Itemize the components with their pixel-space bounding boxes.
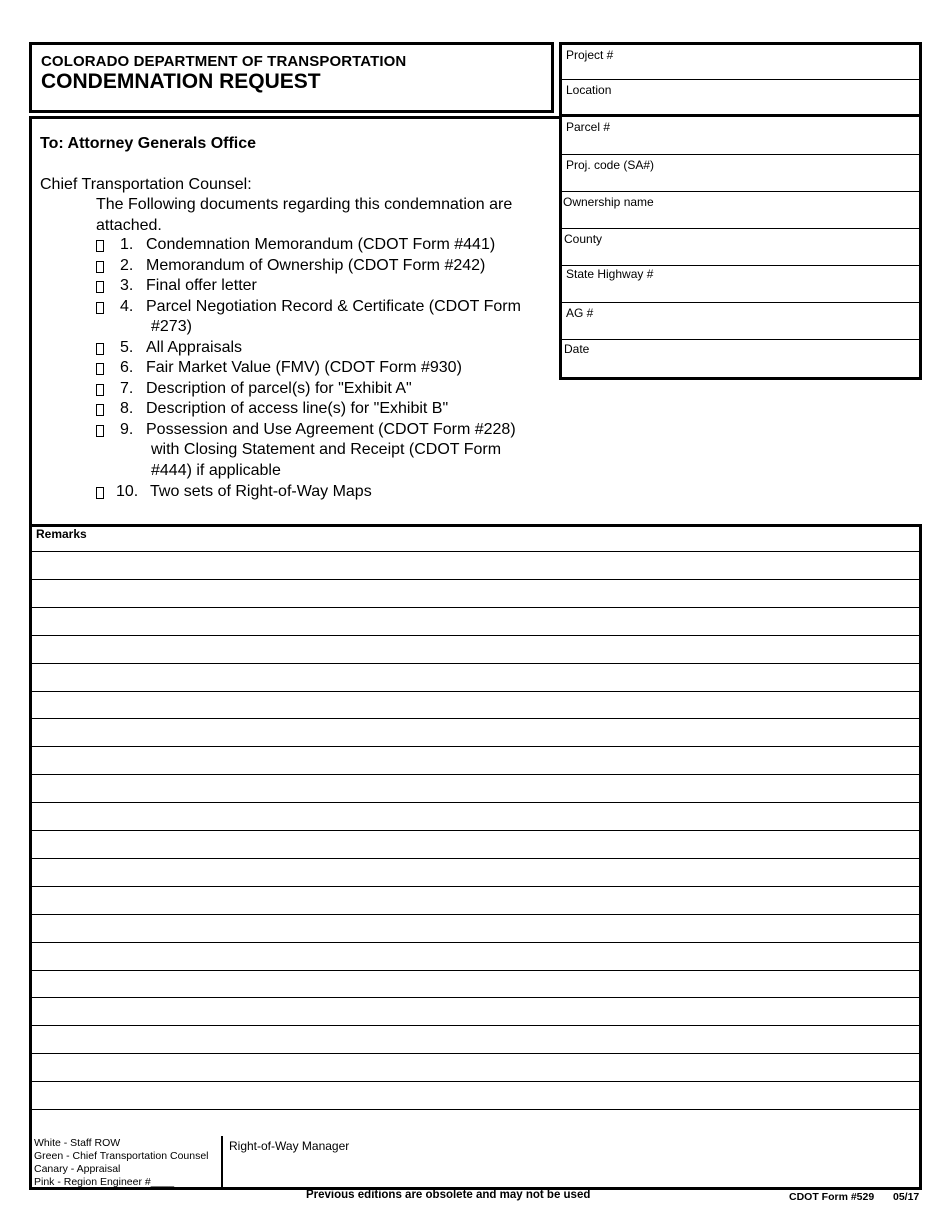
item-7-checkbox[interactable] (96, 384, 104, 396)
obsolete-editions-note: Previous editions are obsolete and may not be used (306, 1189, 591, 1201)
row-manager-signature-label: Right-of-Way Manager (229, 1139, 350, 1153)
remarks-rule-line (32, 858, 919, 859)
state-highway-label: State Highway # (566, 267, 654, 281)
state-highway-field[interactable] (562, 266, 919, 303)
date-field[interactable] (562, 340, 919, 380)
remarks-rule-line (32, 886, 919, 887)
form-header (29, 42, 554, 113)
remarks-rule-line (32, 774, 919, 775)
copy-pink: Pink - Region Engineer #____ (34, 1176, 175, 1188)
form-title: CONDEMNATION REQUEST (41, 70, 321, 93)
remarks-rule-line (32, 1109, 919, 1110)
remarks-rule-line (32, 942, 919, 943)
item-9-text: Possession and Use Agreement (CDOT Form #228) (146, 421, 516, 438)
remarks-rule-line (32, 914, 919, 915)
counsel-salutation: Chief Transportation Counsel: (40, 176, 252, 193)
parcel-number-field[interactable] (562, 117, 919, 155)
item-9-text-continued: with Closing Statement and Receipt (CDOT Form (151, 441, 502, 458)
intro-text-continued: attached. (96, 217, 162, 234)
copy-green: Green - Chief Transportation Counsel (34, 1150, 209, 1162)
form-revision-date: 05/17 (893, 1191, 920, 1203)
remarks-rule-line (32, 579, 919, 580)
item-6-text: Fair Market Value (FMV) (CDOT Form #930) (146, 359, 462, 376)
item-7-number: 7. (120, 380, 134, 397)
ag-number-field[interactable] (562, 303, 919, 340)
remarks-rule-line (32, 663, 919, 664)
item-6-number: 6. (120, 359, 134, 376)
item-3-number: 3. (120, 277, 134, 294)
item-5-text: All Appraisals (146, 339, 243, 356)
project-code-label: Proj. code (SA#) (566, 158, 655, 172)
project-code-field[interactable] (562, 155, 919, 192)
item-1-number: 1. (120, 236, 134, 253)
item-7-text: Description of parcel(s) for "Exhibit A" (146, 380, 412, 397)
remarks-rule-line (32, 997, 919, 998)
remarks-rule-line (32, 607, 919, 608)
item-3-text: Final offer letter (146, 277, 257, 294)
item-4-text-continued: #273) (151, 318, 192, 335)
remarks-rule-line (32, 746, 919, 747)
remarks-rule-line (32, 1081, 919, 1082)
ag-number-label: AG # (566, 306, 594, 320)
project-info-panel (559, 42, 922, 380)
remarks-label: Remarks (36, 527, 87, 541)
item-2-text: Memorandum of Ownership (CDOT Form #242) (146, 257, 486, 274)
item-9-number: 9. (120, 421, 134, 438)
remarks-rule-line (32, 718, 919, 719)
ownership-name-label: Ownership name (563, 195, 654, 209)
item-10-checkbox[interactable] (96, 487, 104, 499)
item-8-number: 8. (120, 400, 134, 417)
item-2-number: 2. (120, 257, 134, 274)
item-10-text: Two sets of Right-of-Way Maps (150, 483, 372, 500)
form-number: CDOT Form #529 (789, 1191, 875, 1203)
remarks-rule-line (32, 1053, 919, 1054)
agency-name: COLORADO DEPARTMENT OF TRANSPORTATION (41, 53, 407, 70)
remarks-rule-line (32, 830, 919, 831)
item-9-text-continued-2: #444) if applicable (151, 462, 281, 479)
item-4-number: 4. (120, 298, 134, 315)
county-field[interactable] (562, 229, 919, 266)
location-field[interactable] (562, 80, 919, 117)
remarks-section[interactable] (29, 524, 922, 1190)
recipient-line: To: Attorney Generals Office (40, 135, 257, 152)
remarks-rule-line (32, 970, 919, 971)
remarks-rule-line (32, 691, 919, 692)
parcel-number-label: Parcel # (566, 120, 611, 134)
item-2-checkbox[interactable] (96, 261, 104, 273)
item-1-checkbox[interactable] (96, 240, 104, 252)
project-number-field[interactable] (562, 45, 919, 80)
item-4-checkbox[interactable] (96, 302, 104, 314)
ownership-name-field[interactable] (562, 192, 919, 229)
item-1-text: Condemnation Memorandum (CDOT Form #441) (146, 236, 496, 253)
copy-canary: Canary - Appraisal (34, 1163, 121, 1175)
item-8-checkbox[interactable] (96, 404, 104, 416)
copy-white: White - Staff ROW (34, 1137, 121, 1149)
item-10-number: 10. (116, 483, 139, 500)
remarks-rule-line (32, 635, 919, 636)
item-4-text: Parcel Negotiation Record & Certificate (CDOT Form (146, 298, 521, 315)
project-number-label: Project # (566, 48, 614, 62)
intro-text: The Following documents regarding this condemnation are (96, 196, 513, 213)
location-label: Location (566, 83, 612, 97)
item-6-checkbox[interactable] (96, 363, 104, 375)
remarks-rule-line (32, 1025, 919, 1026)
date-label: Date (564, 342, 590, 356)
remarks-rule-line (32, 551, 919, 552)
item-9-checkbox[interactable] (96, 425, 104, 437)
item-5-number: 5. (120, 339, 134, 356)
remarks-rule-line (32, 802, 919, 803)
item-5-checkbox[interactable] (96, 343, 104, 355)
item-3-checkbox[interactable] (96, 281, 104, 293)
item-8-text: Description of access line(s) for "Exhibit B" (146, 400, 449, 417)
county-label: County (564, 232, 603, 246)
